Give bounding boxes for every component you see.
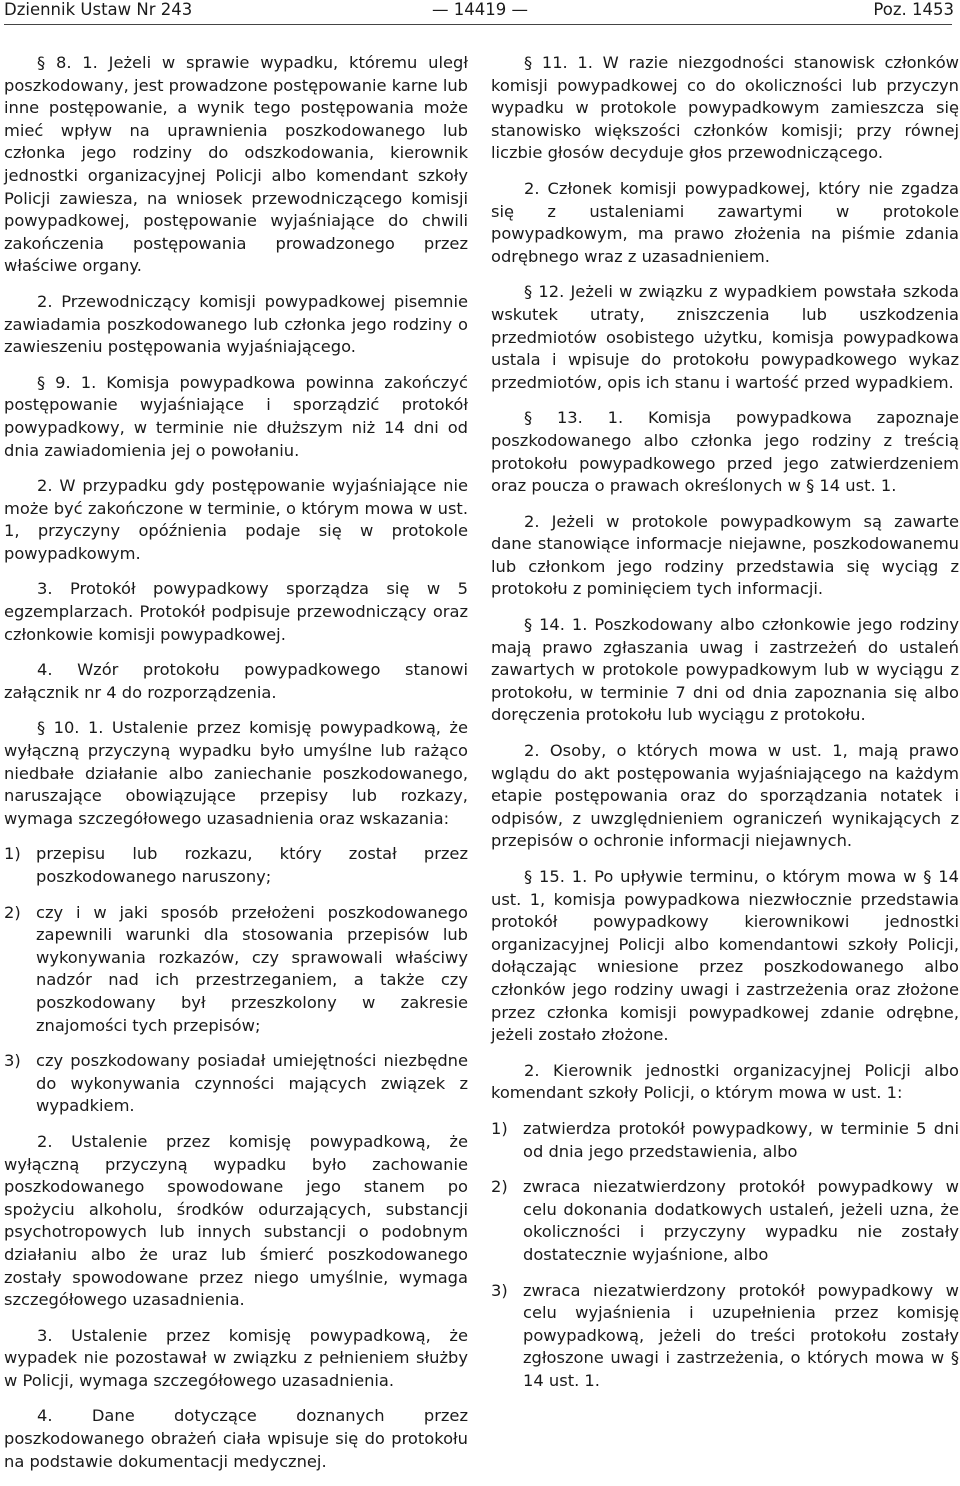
list-item-text: czy poszkodowany posiadał umiejętności niezbędne do wykonywania czynności mających związek z wypadkiem. [36,1051,468,1116]
paragraph-8-1: § 8. 1. Jeżeli w sprawie wypadku, któremu uległ poszkodowany, jest prowadzone postępowanie karne lub inne postępowanie, a wynik tego postępowania może mieć wpływ na uprawnienia poszkodowanego lub członka jego rodziny do odszkodowania, kierownik jednostki organizacyjnej Policji albo komendant szkoły Policji zawiesza, na wniosek przewodniczącego komisji powypadkowej, postępowanie wyjaśniające do chwili zakończenia postępowania prowadzonego przez właściwe organy. [4,53,468,276]
position-number: Poz. 1453 [873,0,954,19]
list-item-text: zatwierdza protokół powypadkowy, w terminie 5 dni od dnia jego przedstawienia, albo [523,1118,959,1161]
list-item [4,1050,468,1118]
paragraph-9-4: 4. Wzór protokołu powypadkowego stanowi załącznik nr 4 do rozporządzenia. [4,660,468,702]
paragraph-13-1: § 13. 1. Komisja powypadkowa zapoznaje poszkodowanego albo członka jego rodziny z treścią protokołu powypadkowego przed jego zatwierdzeniem oraz poucza o prawach określonych w § 14 ust. 1. [491,408,959,496]
paragraph-10-2: 2. Ustalenie przez komisję powypadkową, że wyłączną przyczyną wypadku było zachowanie poszkodowanego spowodowane jego stanem po spożyciu alkoholu, środków odurzających, substancji psychotropowych lub innych substancji o podobnym działaniu albo że uraz lub śmierć poszkodowanego zostały spowodowane przez niego umyślnie, wymaga szczegółowego uzasadnienia. [4,1131,468,1310]
paragraph-15-2: 2. Kierownik jednostki organizacyjnej Policji albo komendant szkoły Policji, o którym mowa w ust. 1: [491,1060,959,1103]
paragraph-10-3: 3. Ustalenie przez komisję powypadkową, że wypadek nie pozostawał w związku z pełnieniem służby w Policji, wymaga szczegółowego uzasadnienia. [4,1325,468,1390]
list-item [4,902,468,1038]
paragraph-11-2: 2. Członek komisji powypadkowej, który nie zgadza się z ustaleniami zawartymi w protokole powypadkowym, ma prawo złożenia na piśmie zdania odrębnego wraz z uzasadnieniem. [491,178,959,266]
paragraph-10-1: § 10. 1. Ustalenie przez komisję powypadkową, że wyłączną przyczyną wypadku było umyślne lub rażąco niedbałe działanie albo zaniechanie poszkodowanego, naruszające obowiązujące przepisy lub rozkazy, wymaga szczegółowego uzasadnienia oraz wskazania: [4,718,468,828]
list-item [491,1280,959,1393]
list-item-number: 3) [4,1051,21,1071]
list-item-text: przepisu lub rozkazu, który został przez poszkodowanego naruszony; [36,844,468,886]
list-item-number: 1) [491,1118,508,1138]
journal-title: Dziennik Ustaw Nr 243 [4,0,193,19]
paragraph-10-4: 4. Dane dotyczące doznanych przez poszkodowanego obrażeń ciała wpisuje się do protokołu na podstawie dokumentacji medycznej. [4,1406,468,1471]
list-item-text: zwraca niezatwierdzony protokół powypadkowy w celu wyjaśnienia i uzupełnienia przez komisję powypadkową, jeżeli do treści protokołu zostały zgłoszone uwagi i zastrzeżenia, o których mowa w § 14 ust. 1. [523,1280,959,1390]
paragraph-9-1: § 9. 1. Komisja powypadkowa powinna zakończyć postępowanie wyjaśniające i sporządzić protokół powypadkowy, w terminie nie dłuższym niż 14 dni od dnia zawiadomienia jej o powołaniu. [4,372,468,460]
paragraph-13-2: 2. Jeżeli w protokole powypadkowym są zawarte dane stanowiące informacje niejawne, poszkodowanemu lub członkom jego rodziny przedstawia się wyciąg z protokołu z pominięciem tych informacji. [491,511,959,599]
page-number: — 14419 — [432,0,528,19]
paragraph-14-2: 2. Osoby, o których mowa w ust. 1, mają prawo wglądu do akt postępowania wyjaśniającego na każdym etapie postępowania oraz do sporządzania notatek i odpisów, z uwzględnieniem ograniczeń wynikających z przepisów o ochronie informacji niejawnych. [491,741,959,851]
right-column [491,52,959,1405]
list-item-number: 3) [491,1280,508,1300]
list-item [491,1176,959,1266]
list-item-number: 2) [491,1177,508,1197]
paragraph-11-1: § 11. 1. W razie niezgodności stanowisk członków komisji powypadkowej co do okoliczności lub przyczyn wypadku w protokole powypadkowym zamieszcza się stanowisko większości członków komisji; przy równej liczbie głosów decyduje głos przewodniczącego. [491,53,959,163]
list-item-number: 2) [4,902,21,922]
list-item-text: czy i w jaki sposób przełożeni poszkodowanego zapewnili warunki dla stosowania przepisów lub wykonywania rozkazów, czy sprawowali właściwy nadzór nad ich przestrzeganiem, a także czy poszkodowany był przeszkolony w zakresie znajomości tych przepisów; [36,902,468,1035]
paragraph-12: § 12. Jeżeli w związku z wypadkiem powstała szkoda wskutek utraty, zniszczenia lub uszkodzenia przedmiotów osobistego użytku, komisja powypadkowa ustala i wpisuje do protokołu powypadkowego wykaz przedmiotów, opis ich stanu i wartość przed wypadkiem. [491,282,959,392]
list-item [4,843,468,888]
paragraph-9-3: 3. Protokół powypadkowy sporządza się w 5 egzemplarzach. Protokół podpisuje przewodniczący oraz członkowie komisji powypadkowej. [4,579,468,644]
list-item [491,1118,959,1163]
running-header [0,0,960,26]
paragraph-15-1: § 15. 1. Po upływie terminu, o którym mowa w § 14 ust. 1, komisja powypadkowa niezwłocznie przedstawia protokół powypadkowy kierownikowi jednostki organizacyjnej Policji albo komendantowi szkoły Policji, dołączając wniesione przez poszkodowanego albo członków jego rodziny uwagi i zastrzeżenia oraz złożone przez członka komisji powypadkowej zdanie odrębne, jeżeli zostało złożone. [491,867,959,1045]
left-column [4,52,468,1486]
paragraph-14-1: § 14. 1. Poszkodowany albo członkowie jego rodziny mają prawo zgłaszania uwag i zastrzeżeń do ustaleń zawartych w protokole powypadkowym lub w wyciągu z protokołu, w terminie 7 dni od dnia zapoznania się albo doręczenia protokołu lub wyciągu z protokołu. [491,615,959,725]
header-divider [4,24,952,25]
paragraph-8-2: 2. Przewodniczący komisji powypadkowej pisemnie zawiadamia poszkodowanego lub członka jego rodziny o zawieszeniu postępowania wyjaśniającego. [4,291,468,357]
list-item-number: 1) [4,844,21,864]
paragraph-9-2: 2. W przypadku gdy postępowanie wyjaśniające nie może być zakończone w terminie, o którym mowa w ust. 1, przyczyny opóźnienia podaje się w protokole powypadkowym. [4,476,468,563]
list-item-text: zwraca niezatwierdzony protokół powypadkowy w celu dokonania dodatkowych ustaleń, jeżeli uzna, że okoliczności i przyczyny wypadku nie zostały dostatecznie wyjaśnione, albo [523,1177,959,1264]
